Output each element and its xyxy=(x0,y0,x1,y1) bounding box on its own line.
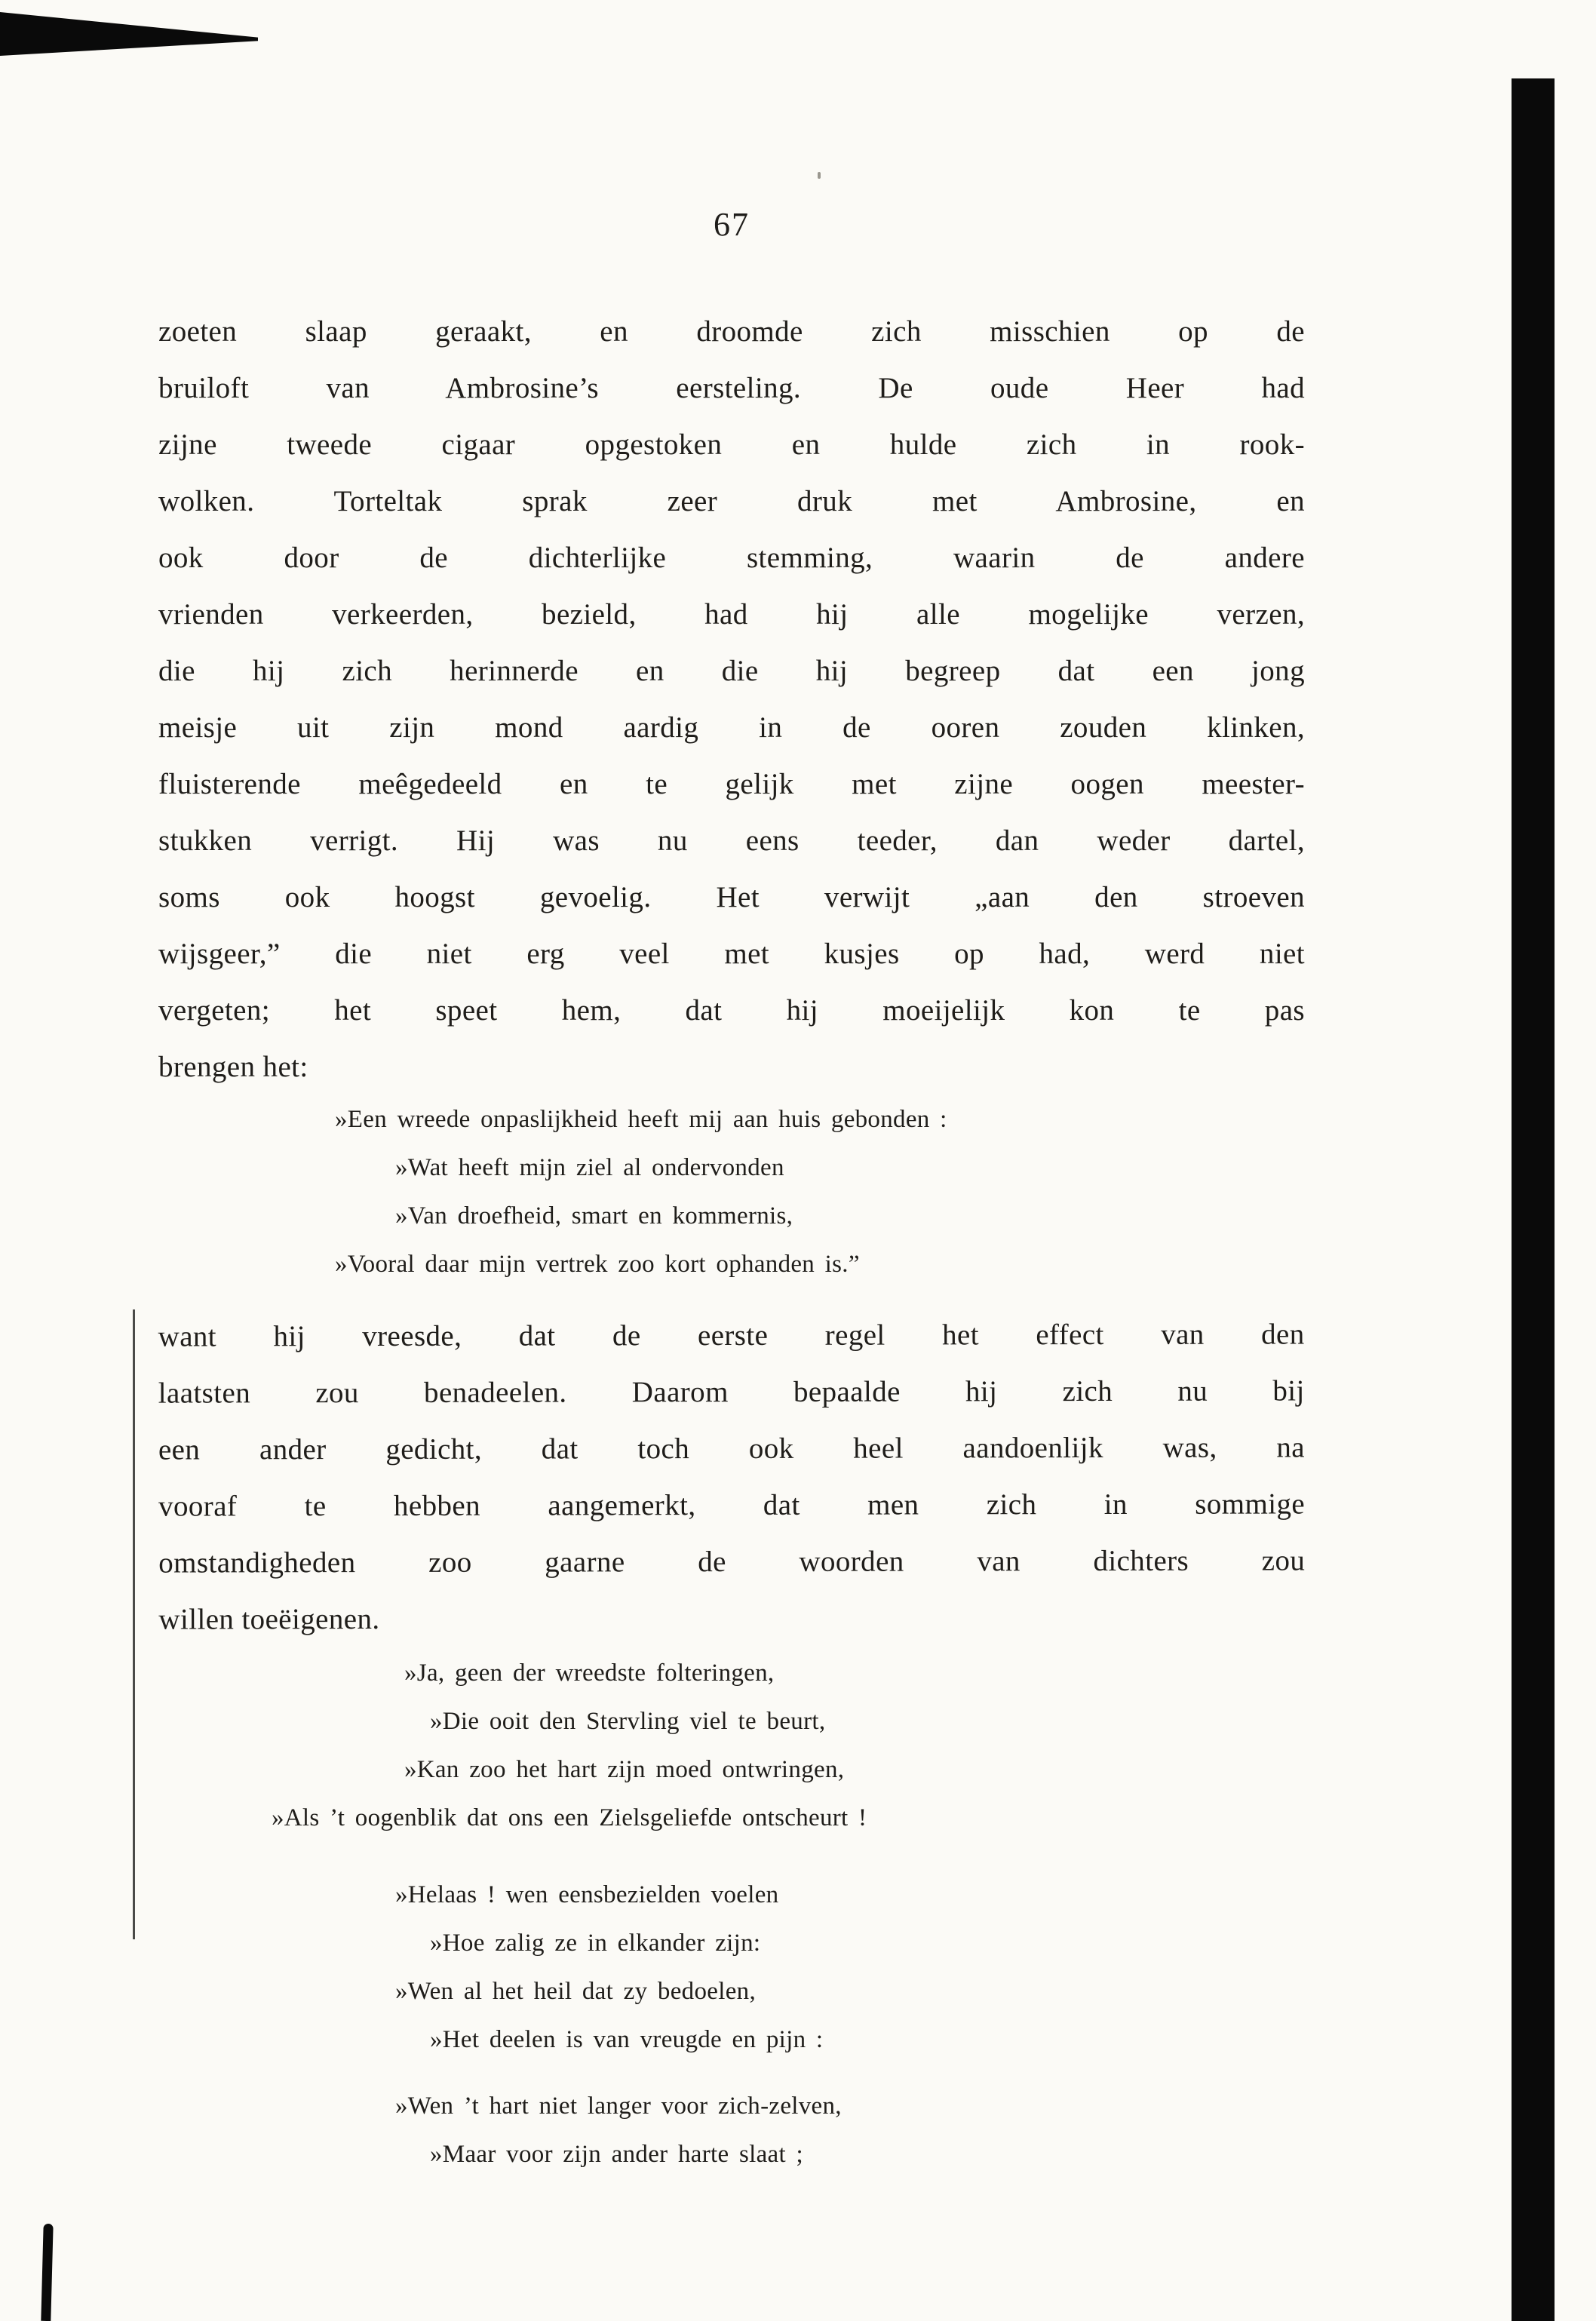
verse-line: »Als ’t oogenblik dat ons een Zielsgeliefde ontscheurt ! xyxy=(272,1804,867,1831)
verse-line: »Het deelen is van vreugde en pijn : xyxy=(430,2026,824,2053)
verse-line: »Wat heeft mijn ziel al ondervonden xyxy=(395,1154,784,1181)
verse-line: »Vooral daar mijn vertrek zoo kort ophanden is.” xyxy=(335,1251,860,1278)
text-line: brengen het: xyxy=(158,1051,308,1083)
text-line: vergeten; het speet hem, dat hij moeijelijk kon te pas xyxy=(158,994,1305,1027)
scan-artifact-right-black-bar xyxy=(1512,78,1555,2321)
verse-line: »Wen al het heil dat zy bedoelen, xyxy=(395,1978,756,2005)
verse-stanza-4 xyxy=(158,2082,1441,2178)
scan-artifact-speckle xyxy=(818,172,821,179)
text-line: meisje uit zijn mond aardig in de ooren zouden klinken, xyxy=(158,711,1305,744)
text-line: ook door de dichterlijke stemming, waarin de andere xyxy=(158,542,1305,574)
verse-line: »Van droefheid, smart en kommernis, xyxy=(395,1202,793,1230)
text-line: zijne tweede cigaar opgestoken en hulde zich in rook- xyxy=(158,428,1305,461)
verse-line: »Wen ’t hart niet langer voor zich-zelven, xyxy=(395,2092,842,2120)
text-line: die hij zich herinnerde en die hij begreep dat een jong xyxy=(158,655,1305,687)
scan-artifact-bottom-left-mark xyxy=(41,2224,53,2321)
paragraph-2 xyxy=(158,1306,1306,1647)
text-line: soms ook hoogst gevoelig. Het verwijt „aan den stroeven xyxy=(158,881,1305,913)
text-line: wolken. Torteltak sprak zeer druk met Ambrosine, en xyxy=(158,485,1305,517)
text-line: willen toeëigenen. xyxy=(158,1602,380,1636)
page-number: 67 xyxy=(714,206,750,243)
text-line: want hij vreesde, dat de eerste regel het effect van den xyxy=(158,1318,1305,1353)
scan-artifact-left-margin-line xyxy=(133,1309,135,1939)
text-line: laatsten zou benadeelen. Daarom bepaalde hij zich nu bij xyxy=(158,1374,1305,1410)
text-line: wijsgeer,” die niet erg veel met kusjes op had, werd niet xyxy=(158,938,1305,970)
verse-stanza-1 xyxy=(158,1095,1441,1288)
text-line: fluisterende meêgedeeld en te gelijk met zijne oogen meester- xyxy=(158,768,1305,800)
verse-stanza-2 xyxy=(158,1649,1441,1842)
verse-line: »Die ooit den Stervling viel te beurt, xyxy=(430,1708,826,1735)
verse-line: »Maar voor zijn ander harte slaat ; xyxy=(430,2141,803,2168)
verse-line: »Helaas ! wen eensbezielden voelen xyxy=(395,1881,779,1908)
text-line: vooraf te hebben aangemerkt, dat men zich in sommige xyxy=(158,1487,1306,1523)
text-line: een ander gedicht, dat toch ook heel aandoenlijk was, na xyxy=(158,1431,1305,1466)
verse-stanza-3 xyxy=(158,1871,1441,2064)
verse-line: »Hoe zalig ze in elkander zijn: xyxy=(430,1930,761,1957)
text-line: zoeten slaap geraakt, en droomde zich misschien op de xyxy=(158,315,1305,348)
verse-line: »Een wreede onpaslijkheid heeft mij aan huis gebonden : xyxy=(335,1106,947,1133)
paragraph-1 xyxy=(158,303,1305,1095)
text-line: bruiloft van Ambrosine’s eersteling. De oude Heer had xyxy=(158,372,1305,404)
scan-artifact-top-left-wedge xyxy=(0,12,258,56)
verse-line: »Ja, geen der wreedste folteringen, xyxy=(404,1659,775,1687)
text-line: stukken verrigt. Hij was nu eens teeder, dan weder dartel, xyxy=(158,824,1305,857)
verse-line: »Kan zoo het hart zijn moed ontwringen, xyxy=(404,1756,845,1783)
text-line: omstandigheden zoo gaarne de woorden van dichters zou xyxy=(158,1544,1306,1580)
text-line: vrienden verkeerden, bezield, had hij alle mogelijke verzen, xyxy=(158,598,1305,631)
